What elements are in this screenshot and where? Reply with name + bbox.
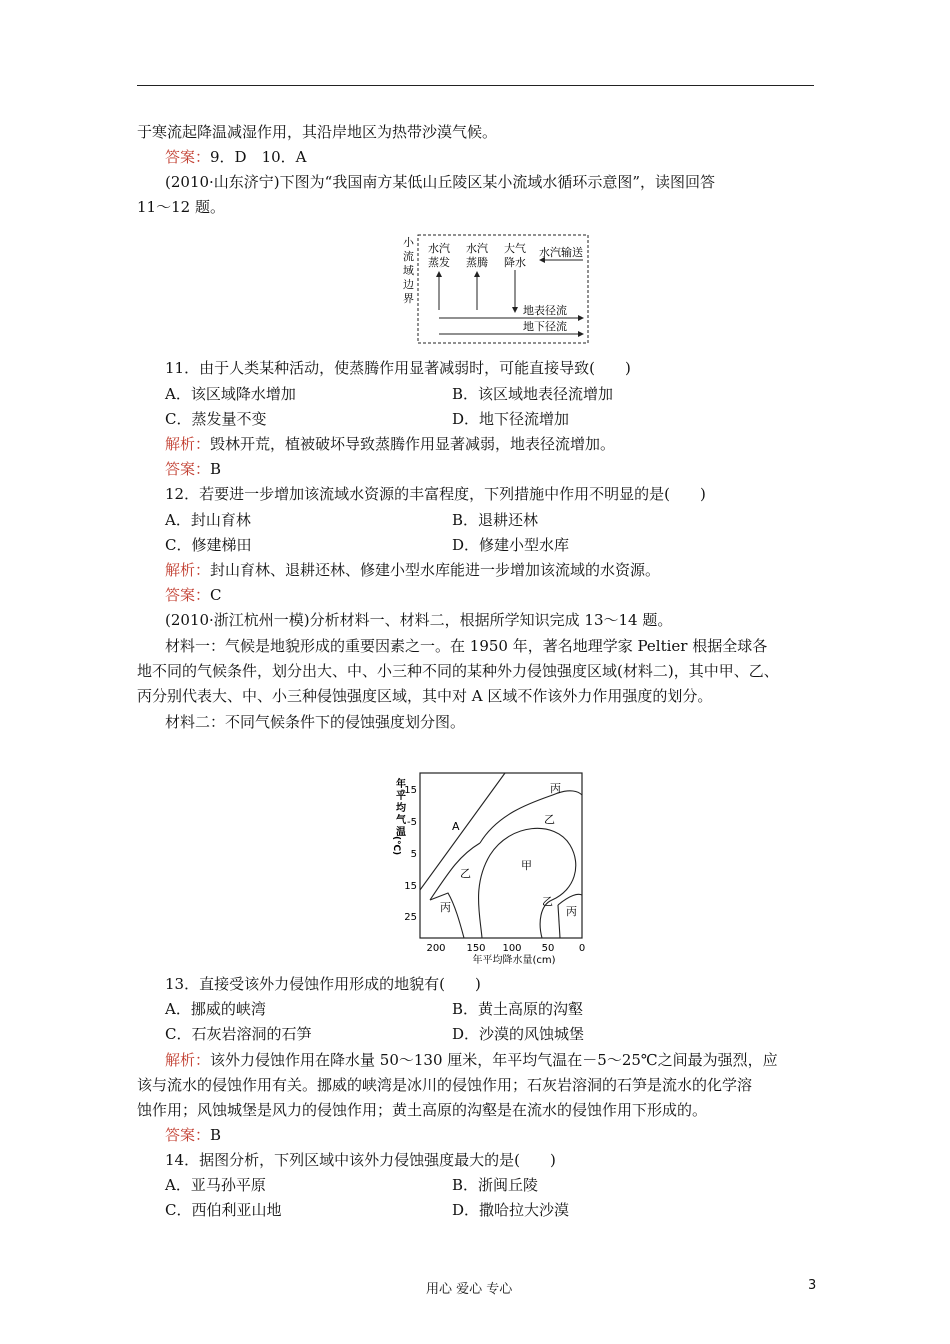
answer-text: B	[210, 460, 222, 478]
q11-option-b: B．该区域地表径流增加	[452, 385, 614, 403]
q12-option-b: B．退耕还林	[452, 511, 539, 529]
ylabel-unit: (℃)	[391, 836, 401, 856]
question-intro-cont: 11～12 题。	[137, 198, 225, 216]
boundary-bing-right	[558, 894, 582, 905]
transport-label: 水汽输送	[539, 246, 583, 259]
boundary-bing-left	[430, 893, 464, 938]
boundary-char: 小	[403, 236, 414, 249]
water-cycle-figure	[395, 230, 595, 345]
material-1-line: 材料一：气候是地貌形成的重要因素之一。在 1950 年，著名地理学家 Peltier 根据全球各	[165, 637, 768, 655]
intro-line: 于寒流起降温减湿作用，其沿岸地区为热带沙漠气候。	[137, 123, 498, 141]
q11-analysis	[165, 434, 615, 454]
boundary-char: 界	[403, 292, 414, 305]
region-bing: 丙	[566, 905, 577, 918]
q12-option-a: A．封山育林	[165, 511, 251, 529]
answer-line	[165, 147, 307, 167]
precip-label: 大气	[504, 242, 526, 255]
xtick: 0	[578, 943, 586, 954]
answer-label: 答案：	[165, 148, 211, 166]
answer-text: 9．D 10．A	[210, 148, 307, 166]
question-intro: (2010·山东济宁)下图为“我国南方某低山丘陵区某小流域水循环示意图”，读图回答	[165, 173, 715, 191]
q11-answer	[165, 459, 221, 479]
analysis-label: 解析：	[165, 1051, 211, 1069]
q12-option-d: D．修建小型水库	[452, 536, 570, 554]
q13-analysis-cont: 该与流水的侵蚀作用有关。挪威的峡湾是冰川的侵蚀作用；石灰岩溶洞的石笋是流水的化学溶	[137, 1076, 753, 1094]
region-yi: 乙	[460, 867, 471, 880]
q11-option-a: A．该区域降水增加	[165, 385, 296, 403]
boundary-char: 边	[403, 278, 414, 291]
region-jia: 甲	[521, 859, 532, 872]
answer-text: C	[210, 586, 222, 604]
boundary-bing-top	[480, 791, 582, 843]
boundary-yi-right	[558, 905, 560, 938]
q13-option-b: B．黄土高原的沟壑	[452, 1000, 584, 1018]
q13-analysis-cont: 蚀作用；风蚀城堡是风力的侵蚀作用；黄土高原的沟壑是在流水的侵蚀作用下形成的。	[137, 1101, 708, 1119]
q13-option-c: C．石灰岩溶洞的石笋	[165, 1025, 312, 1043]
underground-label: 地下径流	[523, 320, 567, 333]
analysis-text: 该外力侵蚀作用在降水量 50～130 厘米，年平均气温在－5～25℃之间最为强烈，应	[210, 1051, 778, 1069]
header-rule	[137, 85, 814, 86]
ylabel-char: 年	[396, 779, 406, 790]
q12-analysis	[165, 560, 660, 580]
page-number: 3	[808, 1278, 817, 1293]
q13-answer	[165, 1125, 221, 1145]
boundary-jia	[479, 828, 576, 938]
q12-option-c: C．修建梯田	[165, 536, 252, 554]
answer-text: B	[210, 1126, 222, 1144]
analysis-label: 解析：	[165, 561, 211, 579]
region-a: A	[452, 820, 460, 833]
q13-option-a: A．挪威的峡湾	[165, 1000, 266, 1018]
q14-stem: 14．据图分析，下列区域中该外力侵蚀强度最大的是( )	[165, 1151, 556, 1169]
surface-label: 地表径流	[523, 304, 567, 317]
precip-label: 降水	[504, 256, 526, 269]
q13-stem: 13．直接受该外力侵蚀作用形成的地貌有( )	[165, 975, 481, 993]
ylabel-char: 平	[396, 791, 406, 802]
ytick: 25	[404, 912, 417, 923]
material-intro: (2010·浙江杭州一模)分析材料一、材料二，根据所学知识完成 13～14 题。	[165, 611, 673, 629]
transp-label: 蒸腾	[466, 256, 488, 269]
xtick: 200	[426, 943, 446, 954]
footer-motto: 用心 爱心 专心	[426, 1282, 513, 1297]
q12-stem: 12．若要进一步增加该流域水资源的丰富程度，下列措施中作用不明显的是( )	[165, 485, 706, 503]
evap-label: 水汽	[428, 242, 450, 255]
xtick: 50	[541, 943, 555, 954]
ytick: 5	[410, 849, 417, 860]
xlabel: 年平均降水量(cm)	[472, 955, 556, 965]
material-1-line: 地不同的气候条件，划分出大、中、小三种不同的某种外力侵蚀强度区域(材料二)，其中甲、乙、	[137, 662, 779, 680]
answer-label: 答案：	[165, 586, 211, 604]
answer-label: 答案：	[165, 460, 211, 478]
boundary-char: 域	[403, 264, 414, 277]
region-yi: 乙	[544, 813, 555, 826]
q14-option-d: D．撒哈拉大沙漠	[452, 1201, 570, 1219]
ylabel-char: 均	[396, 803, 406, 814]
q14-option-a: A．亚马孙平原	[165, 1176, 266, 1194]
q13-analysis	[165, 1050, 778, 1070]
q11-stem: 11．由于人类某种活动，使蒸腾作用显著减弱时，可能直接导致( )	[165, 359, 631, 377]
material-1-line: 丙分别代表大、中、小三种侵蚀强度区域，其中对 A 区域不作该外力作用强度的划分。	[137, 687, 713, 705]
q13-option-d: D．沙漠的风蚀城堡	[452, 1025, 585, 1043]
ylabel-char: 温	[396, 827, 406, 838]
region-yi: 乙	[542, 895, 553, 908]
xtick: 150	[466, 943, 486, 954]
ylabel-char: 气	[396, 815, 406, 826]
evap-label: 蒸发	[428, 256, 450, 269]
q14-option-b: B．浙闽丘陵	[452, 1176, 539, 1194]
xtick: 100	[502, 943, 522, 954]
region-bing: 丙	[440, 901, 451, 914]
boundary-char: 流	[403, 250, 414, 263]
ytick: -15	[400, 785, 417, 796]
q12-answer	[165, 585, 222, 605]
material-2-line: 材料二：不同气候条件下的侵蚀强度划分图。	[165, 713, 466, 731]
analysis-label: 解析：	[165, 435, 211, 453]
ytick: 15	[404, 881, 417, 892]
ytick: -5	[407, 817, 417, 828]
region-bing: 丙	[550, 782, 561, 795]
analysis-text: 封山育林、退耕还林、修建小型水库能进一步增加该流域的水资源。	[210, 561, 661, 579]
q14-option-c: C．西伯利亚山地	[165, 1201, 282, 1219]
analysis-text: 毁林开荒，植被破坏导致蒸腾作用显著减弱，地表径流增加。	[210, 435, 616, 453]
q11-option-c: C．蒸发量不变	[165, 410, 267, 428]
transp-label: 水汽	[466, 242, 488, 255]
answer-label: 答案：	[165, 1126, 211, 1144]
boundary-yi	[430, 843, 480, 900]
erosion-intensity-figure	[380, 765, 595, 965]
q11-option-d: D．地下径流增加	[452, 410, 570, 428]
